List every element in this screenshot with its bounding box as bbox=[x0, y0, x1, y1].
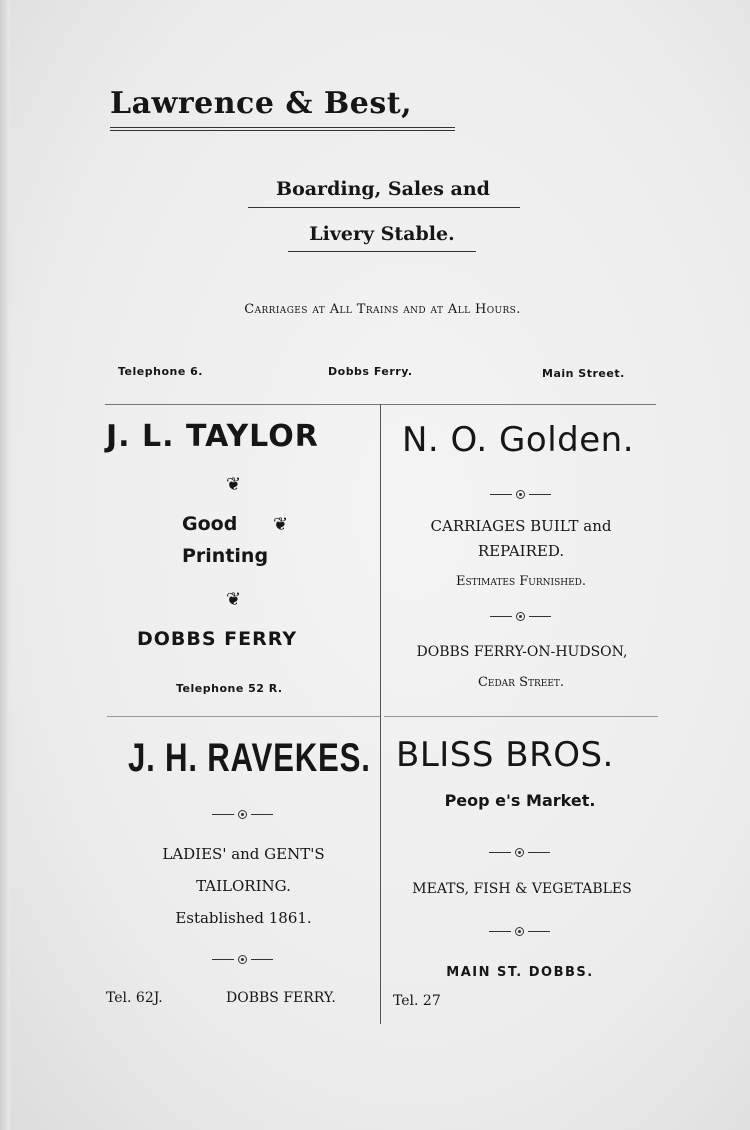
bliss-products: MEATS, FISH & VEGETABLES bbox=[412, 881, 632, 897]
bliss-name: BLISS BROS. bbox=[396, 735, 614, 775]
golden-town: DOBBS FERRY-ON-HUDSON, bbox=[416, 644, 628, 660]
taylor-printing: Printing bbox=[182, 545, 269, 567]
divider-ornament-icon bbox=[488, 612, 552, 621]
leaf-ornament-icon: ❦ bbox=[226, 589, 242, 610]
title-underline-2 bbox=[110, 130, 455, 131]
divider-ornament-icon bbox=[488, 490, 552, 499]
leaf-ornament-icon: ❦ bbox=[273, 514, 289, 535]
taylor-telephone: Telephone 52 R. bbox=[176, 682, 283, 695]
ravekes-line2: TAILORING. bbox=[196, 877, 291, 895]
golden-name: N. O. Golden. bbox=[402, 420, 634, 460]
golden-line2: REPAIRED. bbox=[477, 542, 565, 560]
ravekes-established: Established 1861. bbox=[175, 909, 312, 927]
ravekes-town: DOBBS FERRY. bbox=[226, 990, 336, 1006]
page-edge-shadow bbox=[0, 0, 12, 1130]
title-underline bbox=[110, 127, 455, 128]
leaf-ornament-icon: ❦ bbox=[226, 474, 242, 495]
golden-line1: CARRIAGES BUILT and bbox=[430, 517, 612, 535]
taylor-town: DOBBS FERRY bbox=[137, 628, 298, 650]
column-divider bbox=[380, 404, 381, 1024]
left-row-divider bbox=[107, 716, 380, 717]
boarding-underline bbox=[248, 207, 520, 208]
divider-ornament-icon bbox=[487, 848, 551, 857]
bliss-address: MAIN ST. DOBBS. bbox=[446, 965, 594, 980]
divider-ornament-icon bbox=[210, 955, 274, 964]
right-row-divider bbox=[384, 716, 658, 717]
golden-street: Cedar Street. bbox=[477, 675, 565, 690]
divider-ornament-icon bbox=[487, 927, 551, 936]
bliss-market: Peop e's Market. bbox=[444, 791, 596, 810]
taylor-good: Good bbox=[182, 513, 238, 535]
lawrence-town: Dobbs Ferry. bbox=[328, 365, 413, 378]
livery-underline bbox=[288, 251, 476, 252]
ravekes-line1: LADIES' and GENT'S bbox=[162, 845, 325, 863]
ravekes-name: J. H. RAVEKES. bbox=[128, 736, 371, 780]
lawrence-street: Main Street. bbox=[542, 367, 625, 380]
ravekes-telephone: Tel. 62J. bbox=[106, 990, 163, 1006]
lawrence-best-title: Lawrence & Best, bbox=[110, 86, 413, 121]
boarding-sales-line: Boarding, Sales and bbox=[276, 178, 490, 200]
livery-stable-line: Livery Stable. bbox=[309, 223, 455, 245]
golden-estimates: Estimates Furnished. bbox=[455, 574, 587, 589]
bliss-telephone: Tel. 27 bbox=[393, 993, 441, 1009]
taylor-name: J. L. TAYLOR bbox=[106, 419, 319, 454]
lawrence-telephone: Telephone 6. bbox=[118, 365, 203, 378]
carriages-tagline: Carriages at All Trains and at All Hours. bbox=[244, 302, 521, 317]
divider-ornament-icon bbox=[210, 810, 274, 819]
